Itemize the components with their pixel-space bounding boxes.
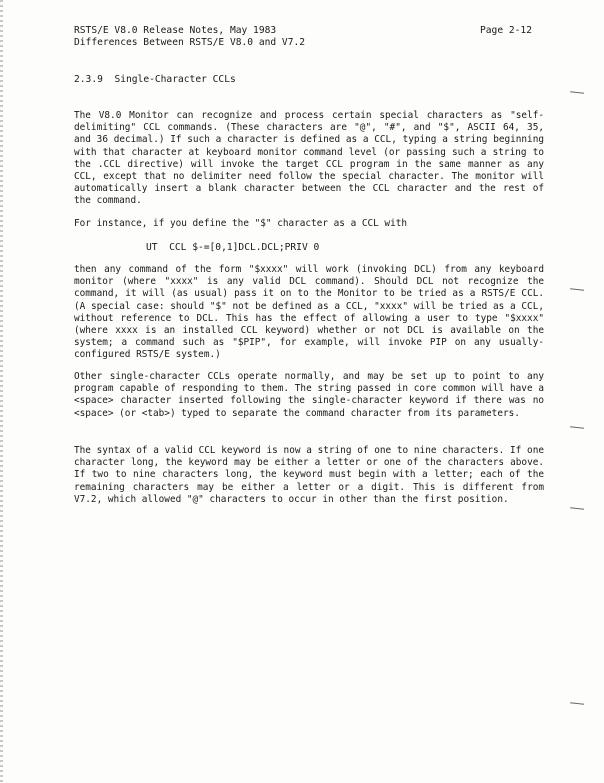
page-number: Page 2-12 <box>480 25 532 36</box>
margin-mark <box>570 426 584 430</box>
perforated-edge <box>0 0 3 783</box>
margin-mark <box>570 507 584 511</box>
paragraph-other-ccls: Other single-character CCLs operate normally, and may be set up to point to any program capable of responding to them. The string passed in core common will have a <space> character inserted following the single-character keyword if there was no <space> (or <tab>) typed to separate the command character from its parameters. <box>74 371 544 419</box>
margin-mark <box>570 702 584 706</box>
paragraph-intro: The V8.0 Monitor can recognize and process certain special characters as "self-delimiting" CCL commands. (These characters are "@", "#", and "$", ASCII 64, 35, and 36 decimal.) If such a character is defined as a CCL, typing a string beginning with that character at keyboard monitor command level (or passing such a string to the .CCL directive) will invoke the target CCL program in the same manner as any CCL, except that no delimiter need follow the special character. The monitor will automatically insert a blank character between the CCL character and the rest of the command. <box>74 110 544 207</box>
section-heading <box>74 74 236 85</box>
paragraph-syntax: The syntax of a valid CCL keyword is now a string of one to nine characters. If one character long, the keyword may be either a letter or one of the characters above. If two to nine characters long, the keyword must begin with a letter; each of the remaining characters may be either a letter or a digit. This is different from V7.2, which allowed "@" characters to occur in other than the first position. <box>74 445 544 505</box>
code-example: UT CCL $-=[0,1]DCL.DCL;PRIV 0 <box>146 242 320 253</box>
margin-mark <box>570 288 584 292</box>
section-number: 2.3.9 <box>74 74 103 85</box>
header-title: RSTS/E V8.0 Release Notes, May 1983 <box>74 25 277 36</box>
paragraph-dcl-behavior: then any command of the form "$xxxx" will work (invoking DCL) from any keyboard monitor (where "xxxx" is any valid DCL command). Should DCL not recognize the command, it will (as usual) pass it on to the Monitor to be tried as a RSTS/E CCL. (A special case: should "$" not be defined as a CCL, "xxxx" will be tried as a CCL, without reference to DCL. This has the effect of allowing a user to type "$xxxx" (where xxxx is an installed CCL keyword) whether or not DCL is available on the system; a command such as "$PIP", for example, will invoke PIP on any usually-configured RSTS/E system.) <box>74 264 544 361</box>
margin-mark <box>570 91 584 95</box>
paragraph-example-lead: For instance, if you define the "$" character as a CCL with <box>74 218 408 229</box>
header-subtitle: Differences Between RSTS/E V8.0 and V7.2 <box>74 37 306 48</box>
section-title: Single-Character CCLs <box>114 74 236 85</box>
running-header <box>74 25 305 49</box>
